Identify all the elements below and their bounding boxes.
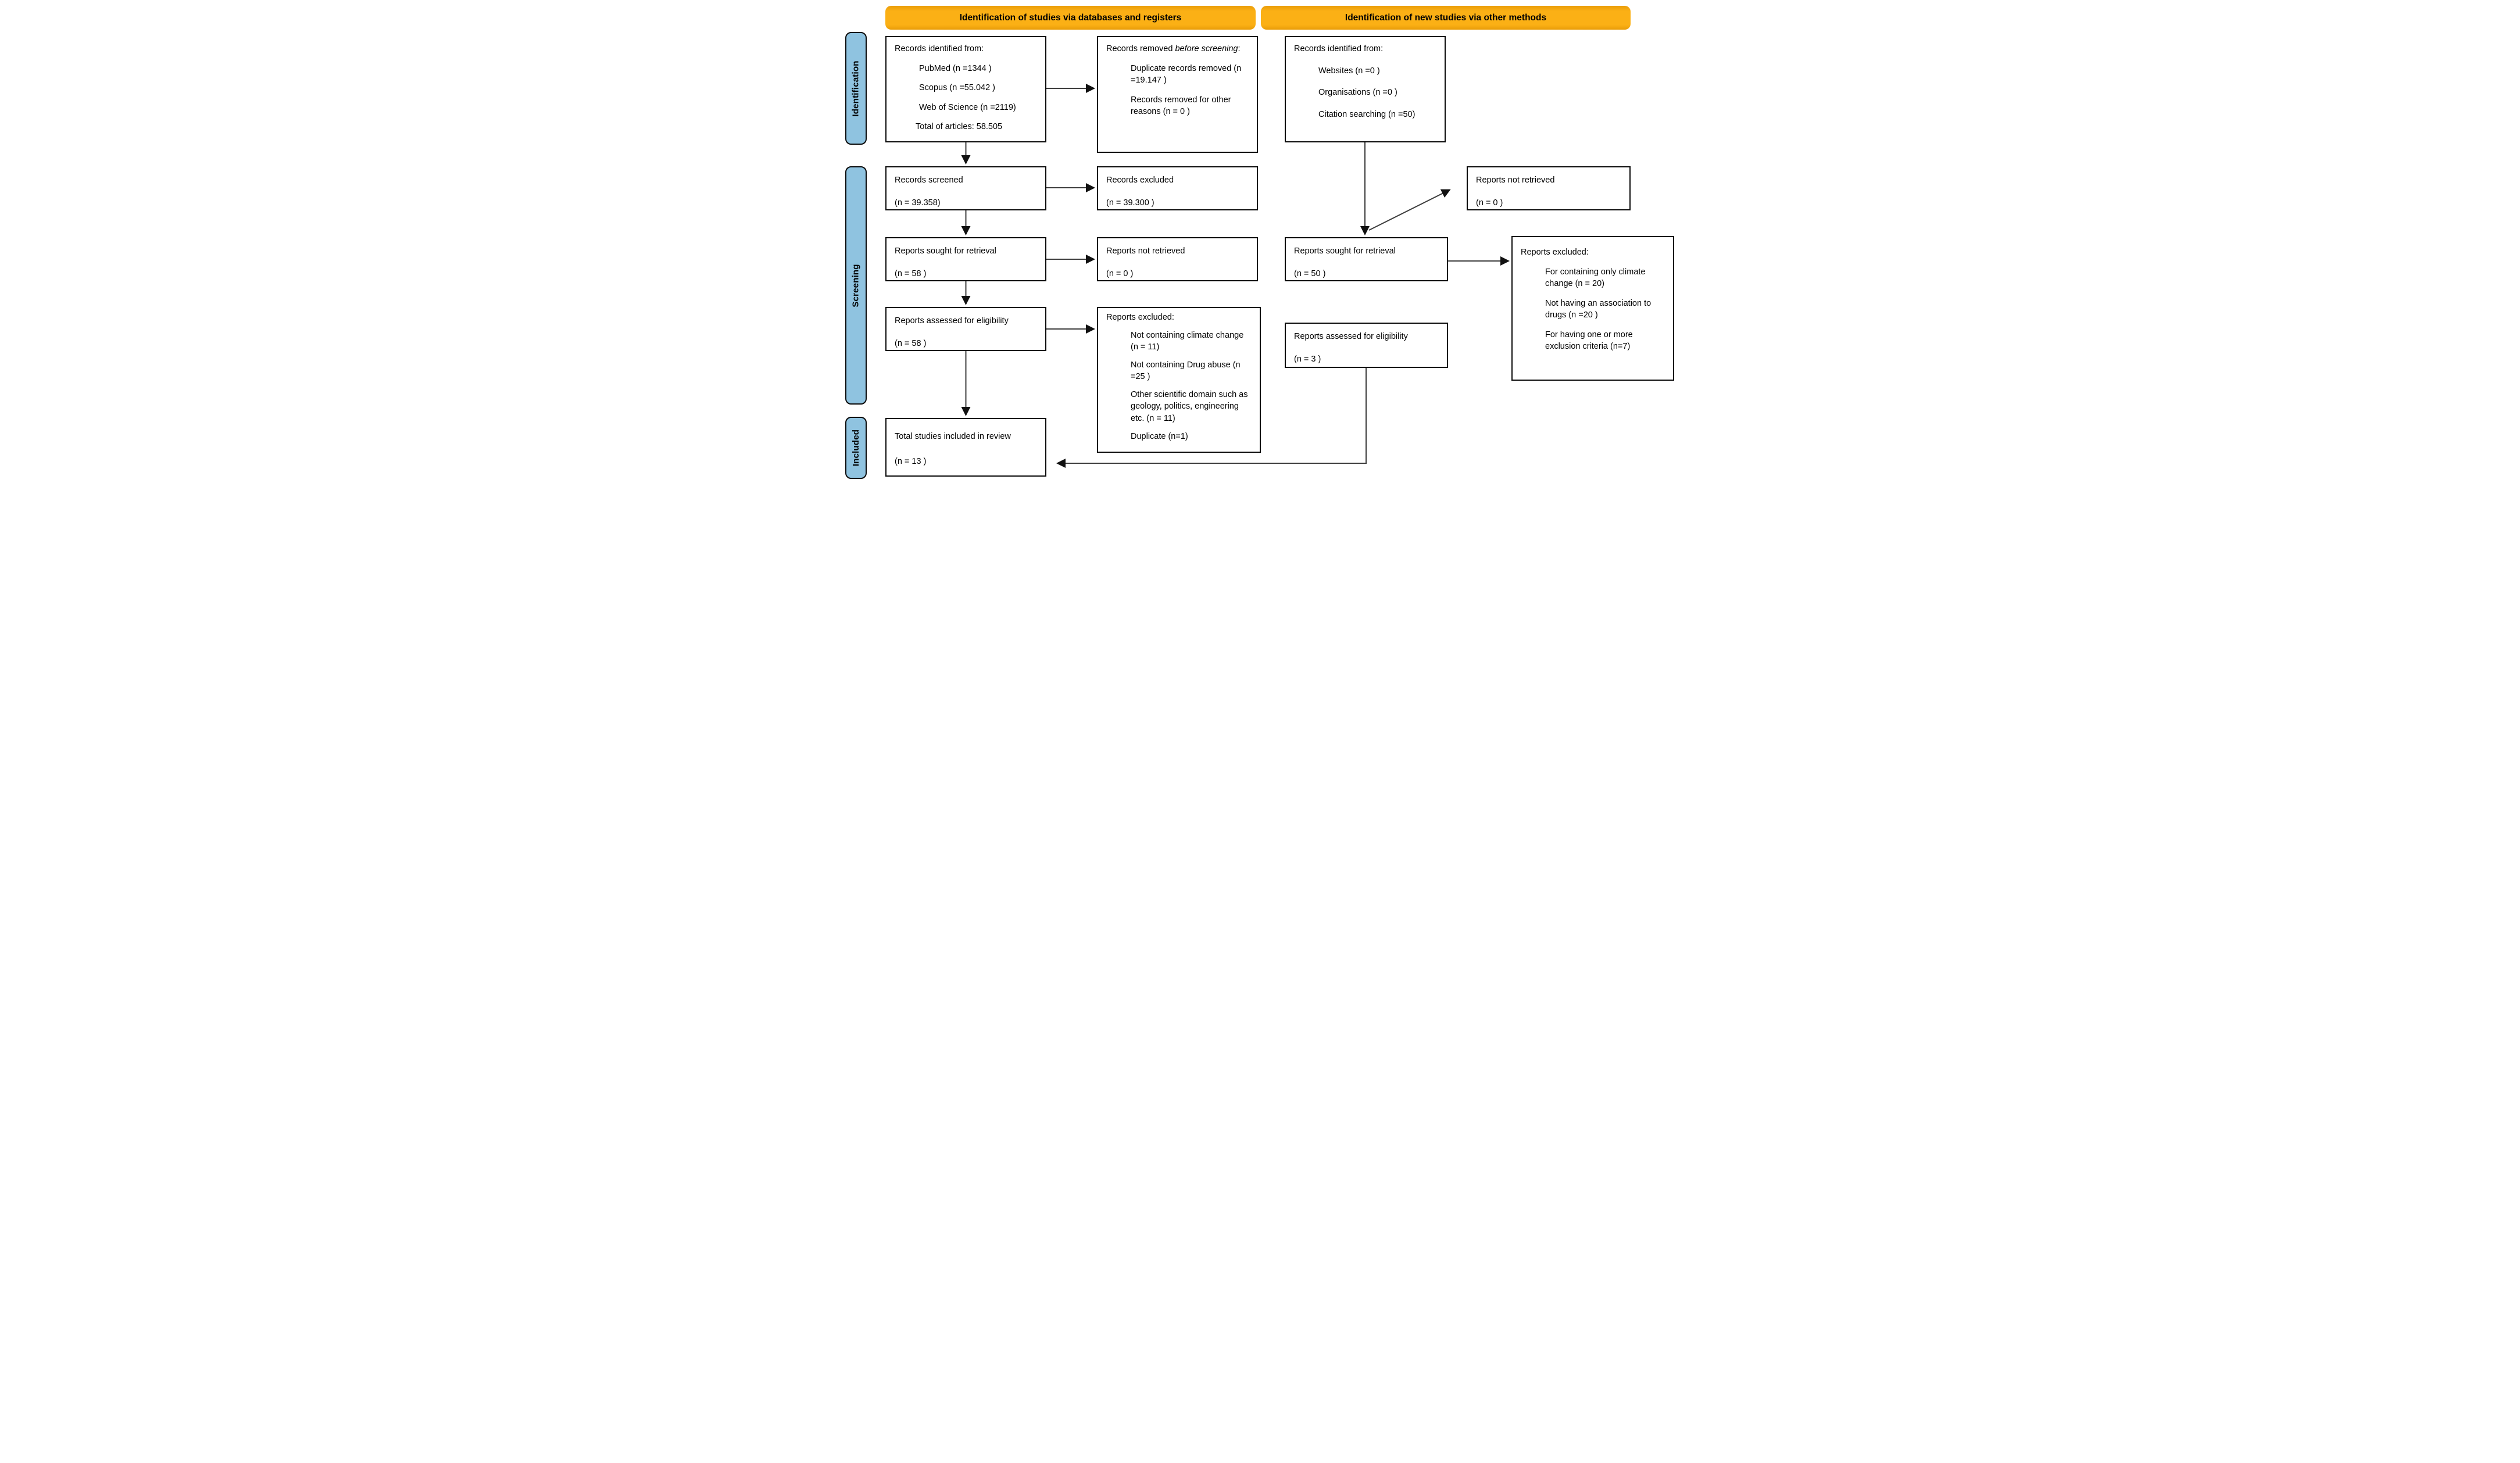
count-value: (n = 39.300 ) (1106, 198, 1154, 208)
box-title: Total studies included in review (895, 432, 1011, 441)
list-item: Organisations (n =0 ) (1318, 88, 1397, 98)
box-reports-sought-databases (885, 237, 1046, 281)
arrow-sought-to-notretrieved-other (1369, 190, 1449, 230)
banner-databases-registers (885, 6, 1256, 30)
box-reports-sought-other (1285, 237, 1448, 281)
list-item: Not containing Drug abuse (n =25 ) (1131, 360, 1241, 382)
prisma-flow-diagram (840, 0, 1680, 488)
list-item: Not having an association to drugs (n =20 ) (1545, 298, 1652, 320)
list-item: PubMed (n =1344 ) (919, 63, 992, 73)
stage-identification-label: Identification (851, 60, 862, 117)
box-title: Reports assessed for eligibility (1294, 332, 1408, 341)
box-reports-excluded-other (1511, 236, 1674, 381)
banner-databases-label: Identification of studies via databases and registers (959, 12, 1182, 23)
box-reports-assessed-other (1285, 323, 1448, 368)
box-records-identified-databases (885, 36, 1046, 142)
banner-other-methods-label: Identification of new studies via other methods (1345, 12, 1547, 23)
box-total-included (885, 418, 1046, 477)
box-title: Reports excluded: (1106, 313, 1174, 322)
count-value: (n = 39.358) (895, 198, 941, 208)
count-value: (n = 0 ) (1476, 198, 1503, 208)
list-item: Other scientific domain such as geology, politics, engineering etc. (n = 11) (1131, 389, 1248, 424)
box-reports-assessed-databases (885, 307, 1046, 351)
list-item: Duplicate records removed (n =19.147 ) (1131, 63, 1242, 85)
list-item: Duplicate (n=1) (1131, 431, 1188, 441)
list-item: Citation searching (n =50) (1318, 109, 1416, 119)
list-item: Records removed for other reasons (n = 0 ) (1131, 95, 1231, 117)
banner-other-methods (1261, 6, 1631, 30)
box-title: Records removed before screening: (1106, 44, 1241, 53)
box-records-removed-before-screening (1097, 36, 1258, 153)
box-title: Reports not retrieved (1476, 176, 1555, 185)
box-reports-not-retrieved-other (1467, 166, 1631, 210)
box-records-excluded (1097, 166, 1258, 210)
stage-screening (845, 166, 867, 405)
list-item: Not containing climate change (n = 11) (1131, 330, 1244, 352)
box-records-screened (885, 166, 1046, 210)
count-value: (n = 50 ) (1294, 269, 1326, 278)
list-item: Total of articles: 58.505 (916, 122, 1003, 132)
box-title: Records identified from: (895, 44, 984, 53)
stage-screening-label: Screening (851, 263, 862, 307)
box-title: Reports not retrieved (1106, 246, 1185, 256)
box-title: Reports sought for retrieval (1294, 246, 1396, 256)
box-title: Reports excluded: (1521, 248, 1589, 257)
count-value: (n = 58 ) (895, 269, 927, 278)
count-value: (n = 3 ) (1294, 354, 1321, 364)
list-item: Scopus (n =55.042 ) (919, 83, 995, 93)
box-title: Reports sought for retrieval (895, 246, 996, 256)
stage-identification (845, 32, 867, 145)
count-value: (n = 13 ) (895, 456, 927, 466)
count-value: (n = 0 ) (1106, 269, 1134, 278)
list-item: For containing only climate change (n = 20) (1545, 267, 1646, 289)
stage-included-label: Included (851, 429, 861, 467)
box-reports-not-retrieved-databases (1097, 237, 1258, 281)
box-title: Records identified from: (1294, 44, 1384, 53)
count-value: (n = 58 ) (895, 338, 927, 348)
list-item: Websites (n =0 ) (1318, 66, 1380, 76)
list-item: Web of Science (n =2119) (919, 102, 1016, 112)
box-reports-excluded-databases (1097, 307, 1261, 453)
box-title: Records screened (895, 176, 963, 185)
box-records-identified-other (1285, 36, 1446, 142)
box-title: Records excluded (1106, 176, 1174, 185)
box-title: Reports assessed for eligibility (895, 316, 1009, 325)
list-item: For having one or more exclusion criteria (n=7) (1545, 330, 1633, 352)
stage-included (845, 417, 867, 479)
